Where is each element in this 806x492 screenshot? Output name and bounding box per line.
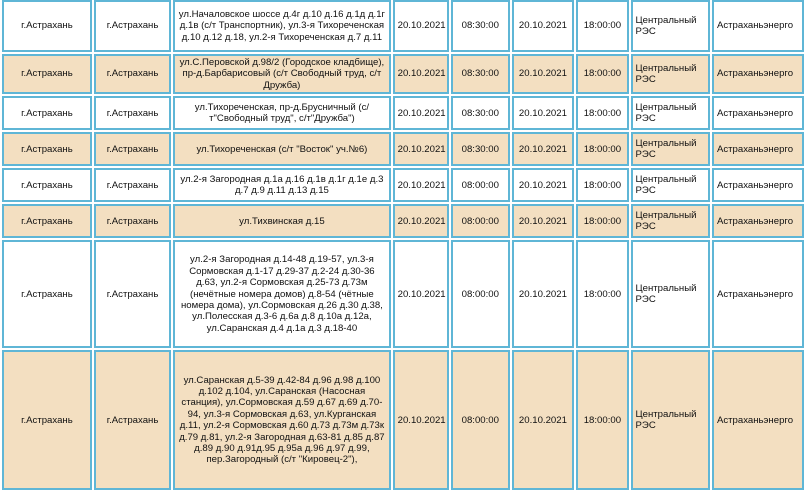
start-time-cell: 08:30:00: [451, 0, 510, 52]
locality-cell: г.Астрахань: [2, 96, 92, 130]
table-row: [2, 96, 804, 130]
end-time-cell: 18:00:00: [576, 204, 628, 238]
locality-cell: г.Астрахань: [2, 168, 92, 202]
organization-cell: Астраханьэнерго: [712, 96, 804, 130]
address-cell: ул.Тихореченская (с/т "Восток" уч.№6): [173, 132, 390, 166]
address-cell: ул.Тихореченская, пр-д.Брусничный (с/т"Свободный труд", с/т"Дружба"): [173, 96, 390, 130]
address-cell: ул.Тихвинская д.15: [173, 204, 390, 238]
address-cell: ул.2-я Загородная д.14-48 д.19-57, ул.3-я Сормовская д.1-17 д.29-37 д.2-24 д.30-36 д.63, ул.2-я Сормовская д.25-73 д.73м (нечётные номера домов) д.8-54 (чётные номера дома), ул.Сормовская д.26 д.30 д.38, ул.Полесская д.3-6 д.6а д.8 д.10а д.12а, ул.Саранская д.4 д.1а д.3 д.18-40: [173, 240, 390, 348]
table-row: [2, 240, 804, 348]
organization-cell: Астраханьэнерго: [712, 168, 804, 202]
start-date-cell: 20.10.2021: [393, 350, 449, 490]
locality-cell: г.Астрахань: [2, 54, 92, 94]
district-cell: Центральный РЭС: [631, 204, 710, 238]
locality-cell: г.Астрахань: [2, 240, 92, 348]
table-row: [2, 168, 804, 202]
table-row: [2, 54, 804, 94]
start-date-cell: 20.10.2021: [393, 0, 449, 52]
table-row: [2, 350, 804, 490]
end-time-cell: 18:00:00: [576, 132, 628, 166]
organization-cell: Астраханьэнерго: [712, 132, 804, 166]
start-date-cell: 20.10.2021: [393, 132, 449, 166]
district-cell: Центральный РЭС: [631, 350, 710, 490]
start-time-cell: 08:00:00: [451, 240, 510, 348]
table-row: [2, 0, 804, 52]
table-row: [2, 132, 804, 166]
start-date-cell: 20.10.2021: [393, 96, 449, 130]
end-date-cell: 20.10.2021: [512, 54, 575, 94]
organization-cell: Астраханьэнерго: [712, 350, 804, 490]
locality-cell: г.Астрахань: [2, 204, 92, 238]
district-cell: Центральный РЭС: [631, 168, 710, 202]
end-date-cell: 20.10.2021: [512, 0, 575, 52]
settlement-cell: г.Астрахань: [94, 0, 171, 52]
start-time-cell: 08:30:00: [451, 96, 510, 130]
end-date-cell: 20.10.2021: [512, 240, 575, 348]
district-cell: Центральный РЭС: [631, 0, 710, 52]
district-cell: Центральный РЭС: [631, 54, 710, 94]
address-cell: ул.Саранская д.5-39 д.42-84 д.96 д.98 д.100 д.102 д.104, ул.Саранская (Насосная станция), ул.Сормовская д.59 д.67 д.69 д.70-94, ул.3-я Сормовская д.63, ул.Курганская д.11, ул.2-я Сормовская д.60 д.73 д.73м д.73к д.79 д.81, ул.2-я Загородная д.63-81 д.85 д.87 д.89 д.90 д.91д.95 д.95а д.96 д.97 д.99, пер.Загородный (с/т "Кировец-2"),: [173, 350, 390, 490]
district-cell: Центральный РЭС: [631, 240, 710, 348]
end-time-cell: 18:00:00: [576, 54, 628, 94]
organization-cell: Астраханьэнерго: [712, 54, 804, 94]
organization-cell: Астраханьэнерго: [712, 204, 804, 238]
start-time-cell: 08:00:00: [451, 168, 510, 202]
locality-cell: г.Астрахань: [2, 0, 92, 52]
end-date-cell: 20.10.2021: [512, 204, 575, 238]
settlement-cell: г.Астрахань: [94, 54, 171, 94]
settlement-cell: г.Астрахань: [94, 240, 171, 348]
start-time-cell: 08:00:00: [451, 204, 510, 238]
end-time-cell: 18:00:00: [576, 350, 628, 490]
organization-cell: Астраханьэнерго: [712, 0, 804, 52]
start-time-cell: 08:30:00: [451, 54, 510, 94]
address-cell: ул.Началовское шоссе д.4г д.10 д.16 д.1д д.1г д.1в (с/т Транспортник), ул.3-я Тихореченская д.10 д.12 д.18, ул.2-я Тихореченская д.7 д.11: [173, 0, 390, 52]
settlement-cell: г.Астрахань: [94, 132, 171, 166]
address-cell: ул.С.Перовской д.98/2 (Городское кладбище), пр-д.Барбарисовый (с/т Свободный труд, с/т Дружба): [173, 54, 390, 94]
end-time-cell: 18:00:00: [576, 240, 628, 348]
district-cell: Центральный РЭС: [631, 132, 710, 166]
locality-cell: г.Астрахань: [2, 132, 92, 166]
start-time-cell: 08:30:00: [451, 132, 510, 166]
organization-cell: Астраханьэнерго: [712, 240, 804, 348]
settlement-cell: г.Астрахань: [94, 168, 171, 202]
locality-cell: г.Астрахань: [2, 350, 92, 490]
end-time-cell: 18:00:00: [576, 168, 628, 202]
end-date-cell: 20.10.2021: [512, 168, 575, 202]
settlement-cell: г.Астрахань: [94, 204, 171, 238]
start-date-cell: 20.10.2021: [393, 54, 449, 94]
end-date-cell: 20.10.2021: [512, 350, 575, 490]
table-row: [2, 204, 804, 238]
end-date-cell: 20.10.2021: [512, 132, 575, 166]
settlement-cell: г.Астрахань: [94, 96, 171, 130]
settlement-cell: г.Астрахань: [94, 350, 171, 490]
start-date-cell: 20.10.2021: [393, 168, 449, 202]
district-cell: Центральный РЭС: [631, 96, 710, 130]
end-time-cell: 18:00:00: [576, 96, 628, 130]
end-date-cell: 20.10.2021: [512, 96, 575, 130]
start-date-cell: 20.10.2021: [393, 204, 449, 238]
start-time-cell: 08:00:00: [451, 350, 510, 490]
address-cell: ул.2-я Загородная д.1а д.16 д.1в д.1г д.1е д.3 д.7 д.9 д.11 д.13 д.15: [173, 168, 390, 202]
end-time-cell: 18:00:00: [576, 0, 628, 52]
start-date-cell: 20.10.2021: [393, 240, 449, 348]
